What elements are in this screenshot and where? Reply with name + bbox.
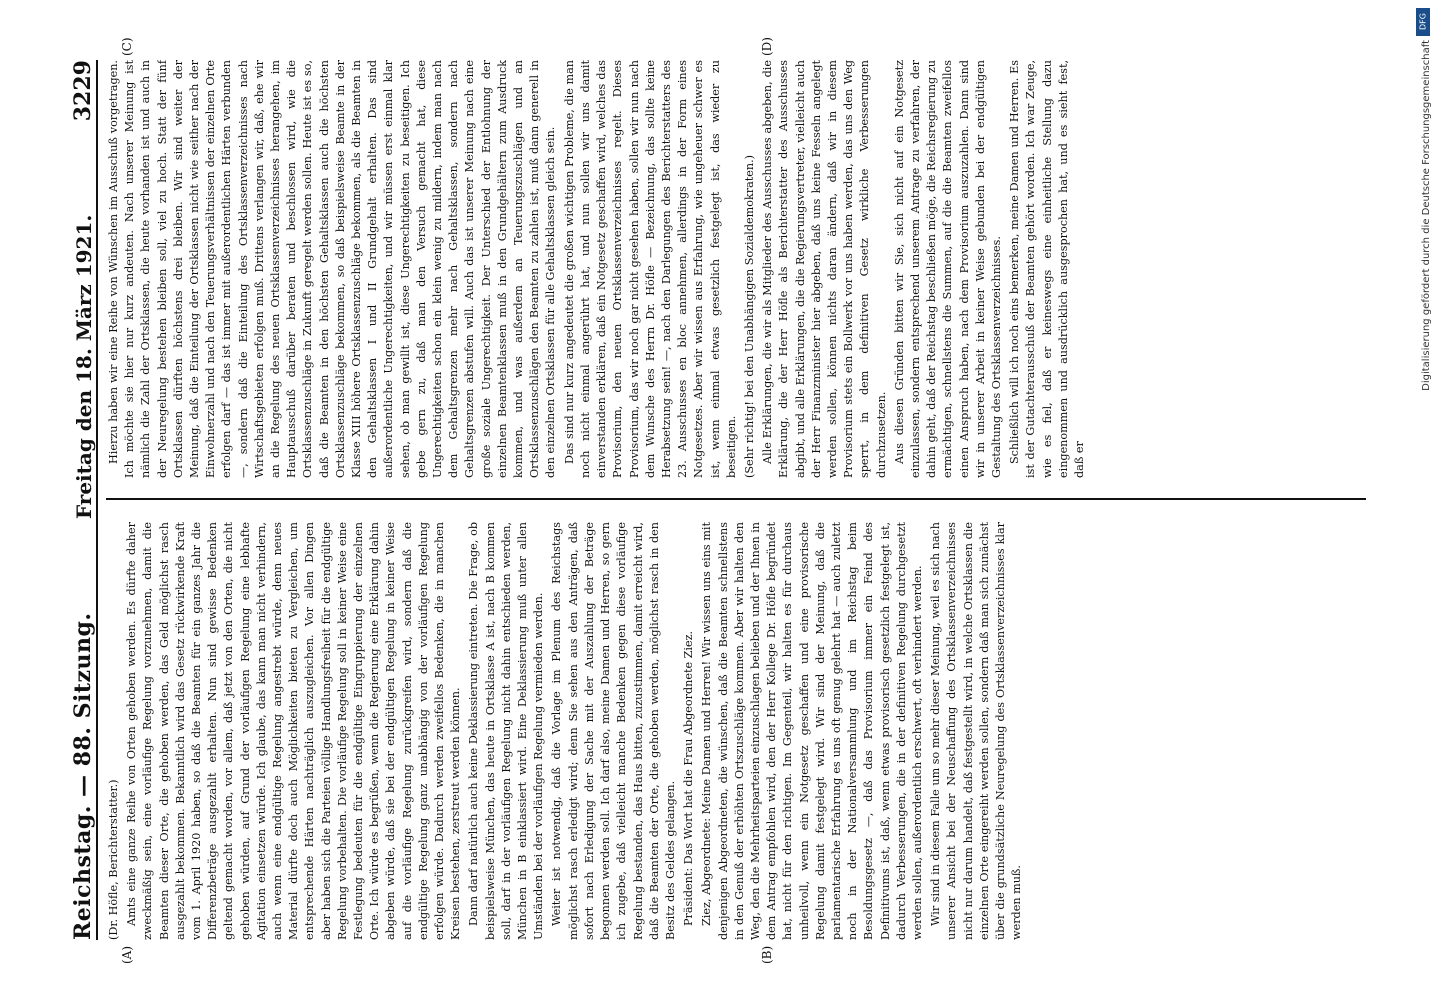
paragraph: Das sind nur kurz angedeutet die großen wichtigen Probleme, die man noch nicht einmal angerührt hat, und nun sollen wir uns damit einverstanden erklären, daß ein Notgesetz geschaffen wird, welches das Provisorium, den neuen Ortsklassenverzeichnisses regelt. Dieses Provisorium, das wir noch gar nicht gesehen haben, sollen wir nun nach dem Wunsche des Herrn Dr. Höfle — Bezeichnung, das sollte keine Herabsetzung sein! —, nach den Darlegungen des Berichterstatters des 23. Ausschusses en bloc annehmen, allerdings in der Form eines Notgesetzes. Aber wir wissen aus Erfahrung, wie ungeheuer schwer es ist, wenn einmal etwas gesetzlich festgelegt ist, das wieder zu beseitigen. (562, 60, 738, 478)
rotated-page (60, 37, 1380, 964)
page-number: 3229 (70, 60, 96, 122)
column-divider (106, 498, 1366, 500)
paragraph: Aus diesen Gründen bitten wir Sie, sich nicht auf ein Notgesetz einzulassen, sondern entsprechend unserem Antrage zu verfahren, der dahin geht, daß der Reichstag beschließen möge, die Reichsregierung zu ermächtigen, schnellstens die Summen, auf die die Beamten zweifellos einen Anspruch haben, nach dem Provisorium auszuzahlen. Dann sind wir in unserer Arbeit in keiner Weise gebunden bei der endgültigen Gestaltung des Ortsklassenverzeichnisses. (892, 60, 1003, 478)
paragraph: Wir sind in diesem Falle um so mehr dieser Meinung, weil es sich nach unserer Ansicht bei der Neuschaffung des Ortsklassenverzeichnisses nicht nur darum handelt, daß festgestellt wird, in welche Ortsklassen die einzelnen Orte eingereiht werden sollen, sondern daß man sich zunächst über die grundsätzliche Neuregelung des Ortsklassenverzeichnisses klar werden muß. (929, 522, 1024, 940)
president-statement: Präsident: Das Wort hat die Frau Abgeordnete Ziez. (682, 630, 696, 926)
page-header (60, 60, 98, 940)
header-session: Reichstag. — 88. Sitzung. (70, 612, 96, 940)
paragraph: Alle Erklärungen, die wir als Mitglieder des Ausschusses abgeben, die Erklärung, die der Herr Höfle als Berichterstatter des Ausschusses abgibt, und alle Erklärungen, die die Regierungsvertreter, vielleicht auch der Herr Finanzminister hier abgeben, daß uns keine Fesseln angelegt werden sollen, können nichts daran ändern, daß wir in diesem Provisorium stets ein Bollwerk vor uns haben werden, das uns den Weg sperrt, in dem definitiven Gesetz wirkliche Verbesserungen durchzusetzen. (761, 60, 888, 478)
left-column (106, 522, 1366, 940)
paragraph: Hierzu haben wir eine Reihe von Wünschen im Ausschuß vorgetragen. Ich möchte sie hier nur kurz andeuten. Nach unserer Meinung ist nämlich die Zahl der Ortsklassen, die heute vorhanden ist und auch in der Neuregelung bestehen bleiben soll, viel zu hoch. Statt der fünf Ortsklassen dürften höchstens drei bleiben. Wir sind weiter der Meinung, daß die Einteilung der Ortsklassen nicht wie seither nach der Einwohnerzahl und nach den Teuerungsverhältnissen der einzelnen Orte erfolgen darf — das ist immer mit außerordentlichen Härten verbunden —, sondern daß die Einteilung des Ortsklassenverzeichnisses nach Wirtschaftsgebieten erfolgen muß. Drittens verlangen wir, daß, ehe wir an die Regelung des neuen Ortsklassenverzeichnisses herangehen, im Hauptausschuß darüber beraten und beschlossen wird, wie die Ortsklassenzuschläge in Zukunft geregelt werden sollen. Heute ist es so, daß die Beamten in den höchsten Gehaltsklassen auch die höchsten Ortsklassenzuschläge bekommen, so daß beispielsweise Beamte in der Klasse XIII höhere Ortsklassenzuschläge bekommen, als die Beamten in den Gehaltsklassen I und II Grundgehalt erhalten. Das sind außerordentliche Ungerechtigkeiten, und wir müssen erst einmal klar sehen, ob man gewillt ist, diese Ungerechtigkeiten zu beseitigen. Ich gebe gern zu, daß man den Versuch gemacht hat, diese Ungerechtigkeiten schon ein klein wenig zu mildern, indem man nach dem Gehaltsgrenzen mehr nach Gehaltsklassen, sondern nach Gehaltsgrenzen abstufen will. Auch das ist unserer Meinung nach eine große soziale Ungerechtigkeit. Der Unterschied der Entlohnung der einzelnen Beamtenklassen muß in den Grundgehältern zum Ausdruck kommen, und was außerdem an Teuerungszuschlägen und an Ortsklassenzuschlägen den Beamten zu zahlen ist, muß dann generell in den einzelnen Ortsklassen für alle Gehaltsklassen gleich sein. (107, 60, 558, 478)
speaker-attribution: (Dr. Höfle, Berichterstatter.) (107, 779, 120, 940)
digitization-note: Digitalisierung gefördert durch die Deutsche Forschungsgemeinschaft (1421, 40, 1432, 391)
margin-marker-a: (A) (120, 945, 134, 964)
right-column (106, 60, 1366, 478)
paragraph: Schließlich will ich noch eins bemerken, meine Damen und Herren. Es ist der Gutachterausschuß der Beamten gehört worden. Ich war Zeuge, wie es fiel, daß er keineswegs eine einheitliche Stellung dazu eingenommen und ausdrücklich ausgesprochen hat, und es sieht fest, daß er (1008, 60, 1086, 478)
interjection: (Sehr richtig! bei den Unabhängigen Sozialdemokraten.) (742, 154, 756, 478)
paragraph: Amts eine ganze Reihe von Orten gehoben werden. Es dürfte daher zweckmäßig sein, eine vorläufige Regelung vorzunehmen, damit die Beamten dieser Orte, die gehoben werden, das Geld möglichst rasch ausgezahlt bekommen. Bekanntlich wird das Gesetz rückwirkende Kraft vom 1. April 1920 haben, so daß die Beamten für ein ganzes Jahr die Differenzbeträge ausgezahlt erhalten. Nun sind gewisse Bedenken geltend gemacht worden, vor allem, daß jetzt von den Orten, die nicht gehoben würden, auf Grund der vorläufigen Regelung eine lebhafte Agitation einsetzen würde. Ich glaube, das kann man nicht verhindern, auch wenn eine endgültige Regelung angestrebt würde, denn neues Material dürfte doch auch Möglichkeiten bieten zu Vergleichen, um entsprechende Härten nachträglich auszugleichen. Vor allen Dingen aber haben sich die Parteien völlige Handlungsfreiheit für die endgültige Regelung vorbehalten. Die vorläufige Regelung soll in keiner Weise eine Festlegung bedeuten für die endgültige Eingruppierung der einzelnen Orte. Ich würde es begrüßen, wenn die Regierung eine Erklärung dahin abgeben würde, daß sie bei der endgültigen Regelung in keiner Weise auf die vorläufige Regelung zurückgreifen wird, sondern daß die endgültige Regelung ganz unabhängig von der vorläufigen Regelung erfolgen würde. Dadurch werden zweifellos Bedenken, die in manchen Kreisen bestehen, zerstreut werden können. (125, 522, 463, 940)
paragraph: Dann darf natürlich auch keine Deklassierung eintreten. Die Frage, ob beispielsweise München, das heute in Ortsklasse A ist, nach B kommen soll, darf in der vorläufigen Regelung nicht dahin entschieden werden, München in B einklassiert wird. Eine Deklassierung muß unter allen Umständen bei der vorläufigen Regelung vermieden werden. (467, 522, 546, 940)
header-date: Freitag den 18. März 1921. (72, 214, 96, 520)
margin-marker-d: (D) (760, 37, 774, 56)
paragraph: Weiter ist notwendig, daß die Vorlage im Plenum des Reichstags möglichst rasch erledigt wird; denn Sie sehen aus den Anträgen, daß sofort nach Erledigung der Sache mit der Auszahlung der Beträge begonnen werden soll. Ich darf also, meine Damen und Herren, so gern ich zugebe, daß vielleicht manche Bedenken gegen diese vorläufige Regelung bestanden, das Haus bitten, zuzustimmen, damit erreicht wird, daß die Beamten der Orte, die gehoben werden, möglichst rasch in den Besitz des Geldes gelangen. (550, 522, 677, 940)
margin-marker-b: (B) (760, 945, 774, 964)
dfg-logo: DFG (1416, 8, 1430, 36)
paragraph: Ziez, Abgeordnete: Meine Damen und Herren! Wir wissen uns eins mit denjenigen Abgeordneten, die wünschen, daß die Beamten schnellstens in den Genuß der erhöhten Ortszuschläge kommen. Aber wir halten den Weg, den die Mehrheitsparteien einzuschlagen belieben und der Ihnen in dem Antrag empfohlen wird, den der Herr Kollege Dr. Höfle begründet hat, nicht für den richtigen. Im Gegenteil, wir halten es für durchaus unheilvoll, wenn ein Notgesetz geschaffen und eine provisorische Regelung damit festgelegt wird. Wir sind der Meinung, daß die parlamentarische Erfahrung es uns oft genug gelehrt hat — auch zuletzt noch in der Nationalversammlung und im Reichstag beim Besoldungsgesetz —, daß das Provisorium immer ein Feind des Definitivums ist, daß, wenn etwas provisorisch gesetzlich festgelegt ist, dadurch Verbesserungen, die in der definitiven Regelung durchgesetzt werden sollen, außerordentlich erschwert, oft verhindert werden. (700, 522, 924, 940)
margin-marker-c: (C) (120, 37, 134, 56)
